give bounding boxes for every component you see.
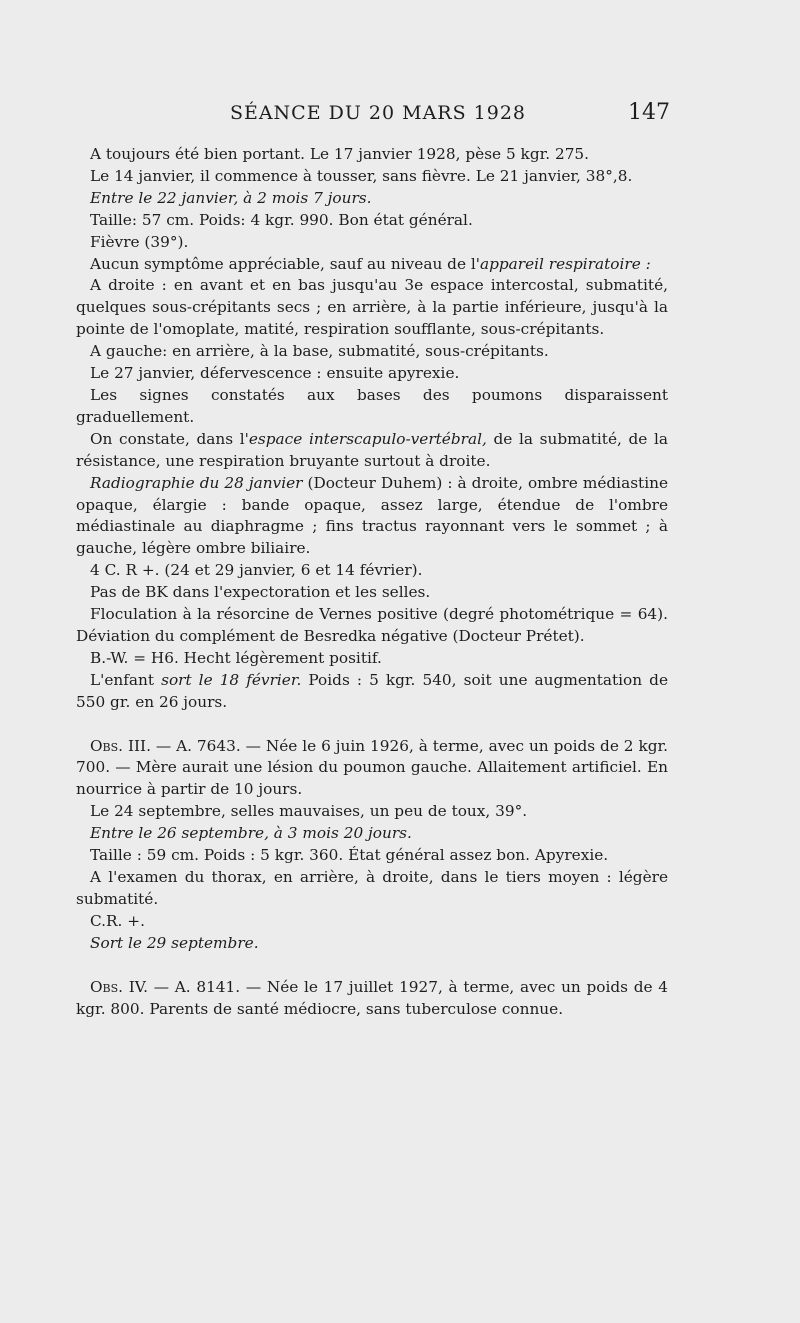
paragraph	[76, 801, 668, 823]
running-header	[86, 100, 670, 130]
paragraph	[76, 385, 668, 429]
text-span: Le 24 septembre, selles mauvaises, un peu de toux, 39°.	[90, 802, 528, 821]
paragraph	[76, 736, 668, 802]
italic-span: espace interscapulo-vertébral,	[248, 429, 487, 448]
text-span: Aucun symptôme appréciable, sauf au niveau de l'	[90, 254, 480, 273]
text-span: Les signes constatés aux bases des poumons disparaissent graduellement.	[76, 385, 668, 426]
text-span: 4 C. R +. (24 et 29 janvier, 6 et 14 février).	[90, 561, 423, 580]
text-span: Le 14 janvier, il commence à tousser, sans fièvre. Le 21 janvier, 38°,8.	[90, 166, 633, 185]
text-span: de la submatité, de la résistance, une respiration bruyante surtout à droite.	[76, 429, 669, 470]
paragraph	[76, 363, 668, 385]
text-span: L'enfant	[90, 670, 162, 689]
paragraph	[76, 341, 668, 363]
text-span: Le 27 janvier, défervescence : ensuite apyrexie.	[90, 364, 460, 383]
paragraph	[76, 977, 668, 1021]
text-span: (Docteur Duhem) : à droite, ombre médiastine opaque, élargie : bande opaque, assez large, étendue de l'ombre médiastinale au diaphragme ; fins tractus rayonnant vers le sommet ; à gauche, légère ombre biliaire.	[76, 473, 668, 558]
text-span: Taille: 57 cm. Poids: 4 kgr. 990. Bon état général.	[90, 210, 473, 229]
italic-span: Entre le 22 janvier, à 2 mois 7 jours.	[90, 188, 372, 207]
text-span: Pas de BK dans l'expectoration et les selles.	[90, 583, 431, 602]
text-span: A l'examen du thorax, en arrière, à droite, dans le tiers moyen : légère submatité.	[76, 868, 668, 908]
text-span: Taille : 59 cm. Poids : 5 kgr. 360. État général assez bon. Apyrexie.	[90, 846, 609, 865]
paragraph	[76, 933, 668, 955]
paragraph	[76, 210, 668, 232]
body-text	[76, 144, 668, 1020]
page-number: 147	[628, 100, 670, 125]
running-title: SÉANCE DU 20 MARS 1928	[229, 102, 527, 124]
text-span: B.-W. = H6. Hecht légèrement positif.	[90, 648, 382, 667]
text-span: A toujours été bien portant. Le 17 janvier 1928, pèse 5 kgr. 275.	[90, 145, 590, 163]
italic-span: Sort le 29 septembre.	[90, 933, 259, 952]
italic-span: Entre le 26 septembre, à 3 mois 20 jours.	[90, 824, 412, 843]
paragraph	[76, 144, 668, 166]
paragraph	[76, 188, 668, 210]
paragraph	[76, 867, 668, 911]
text-span: Floculation à la résorcine de Vernes positive (degré photométrique = 64). Déviation du complément de Besredka négative (Docteur Prétet).	[76, 605, 668, 645]
text-span: C.R. +.	[90, 911, 145, 930]
paragraph	[76, 648, 668, 670]
paragraph	[76, 582, 668, 604]
paragraph	[76, 254, 668, 276]
paragraph	[76, 473, 668, 561]
text-span: Poids : 5 kgr. 540, soit une augmentation de 550 gr. en 26 jours.	[76, 670, 669, 711]
italic-span: appareil respiratoire :	[479, 254, 651, 273]
paragraph	[76, 560, 668, 582]
paragraph	[76, 429, 668, 473]
paragraph	[76, 670, 668, 714]
paragraph	[76, 845, 668, 867]
paragraph	[76, 275, 668, 341]
paragraph	[76, 604, 668, 648]
paragraph	[76, 823, 668, 845]
text-span: Fièvre (39°).	[90, 232, 189, 251]
small-caps-span: Obs. IV.	[90, 977, 149, 996]
text-span: On constate, dans l'	[90, 429, 249, 448]
paragraph	[76, 166, 668, 188]
text-span: A droite : en avant et en bas jusqu'au 3e espace intercostal, submatité, quelques sous-crépitants secs ; en arrière, à la partie inférieure, jusqu'à la pointe de l'omoplate, matité, respiration soufflante, sous-crépitants.	[76, 276, 668, 339]
paragraph	[76, 911, 668, 933]
text-span: — A. 8141. — Née le 17 juillet 1927, à terme, avec un poids de 4 kgr. 800. Parents de santé médiocre, sans tuberculose connue.	[76, 977, 668, 1018]
text-span: A gauche: en arrière, à la base, submatité, sous-crépitants.	[90, 342, 549, 361]
paragraph	[76, 232, 668, 254]
text-span: — A. 7643. — Née le 6 juin 1926, à terme, avec un poids de 2 kgr. 700. — Mère aurait une lésion du poumon gauche. Allaitement artificiel. En nourrice à partir de 10 jours.	[76, 736, 669, 799]
small-caps-span: Obs. III.	[90, 736, 151, 755]
italic-span: sort le 18 février.	[161, 670, 302, 689]
italic-span: Radiographie du 28 janvier	[90, 473, 303, 492]
